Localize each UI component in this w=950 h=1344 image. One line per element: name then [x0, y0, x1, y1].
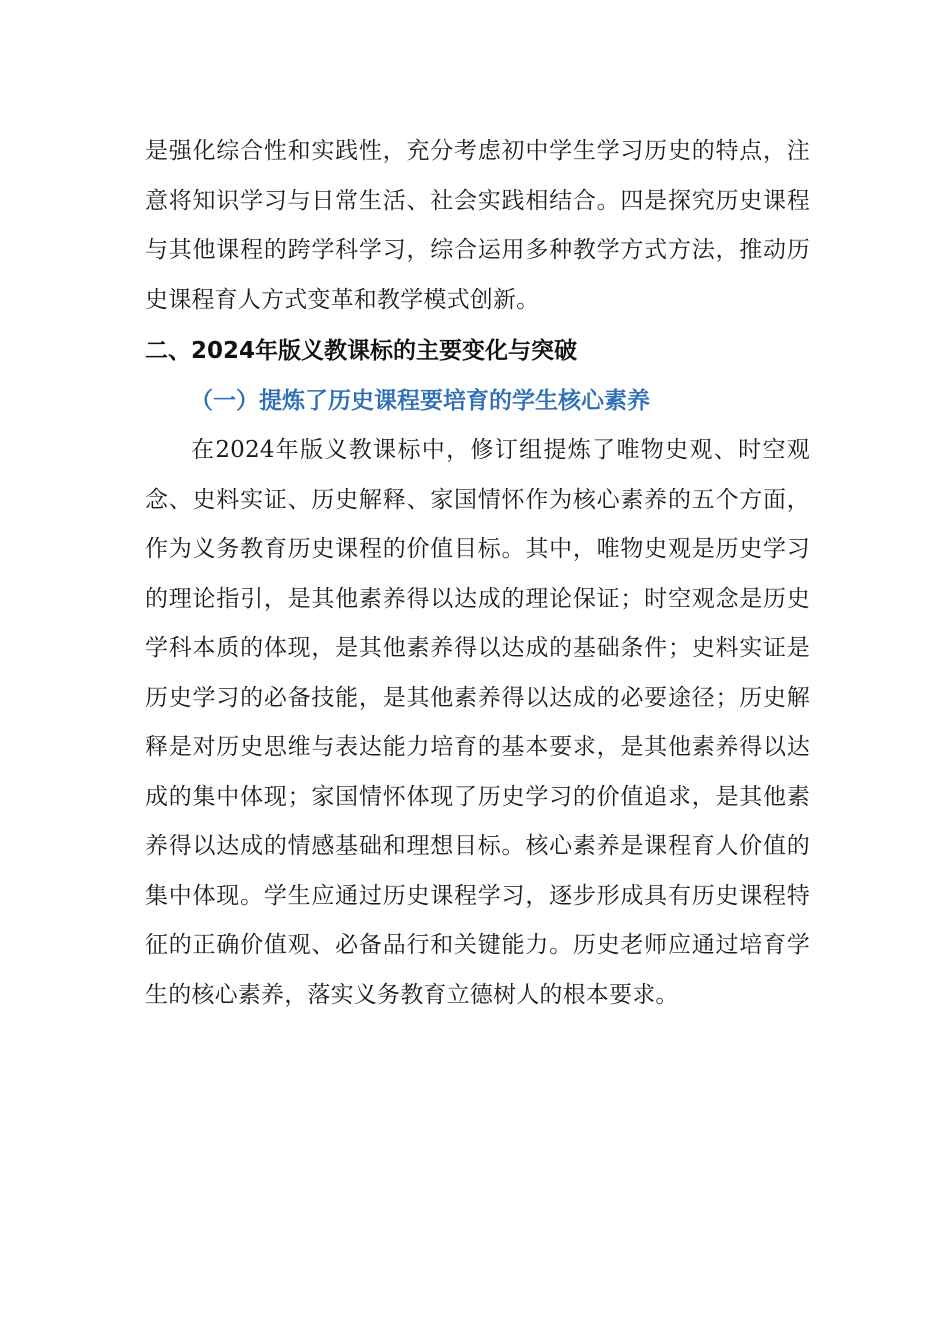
- subsection-heading: （一）提炼了历史课程要培育的学生核心素养: [190, 387, 650, 414]
- main-paragraph: 在2024年版义教课标中，修订组提炼了唯物史观、时空观念、史料实证、历史解释、家国情怀作为核心素养的五个方面，作为义务教育历史课程的价值目标。其中，唯物史观是历史学习的理论指引，是其他素养得以达成的理论保证；时空观念是历史学科本质的体现，是其他素养得以达成的基础条件；史料实证是历史学习的必备技能，是其他素养得以达成的必要途径；历史解释是对历史思维与表达能力培育的基本要求，是其他素养得以达成的集中体现；家国情怀体现了历史学习的价值追求，是其他素养得以达成的情感基础和理想目标。核心素养是课程育人价值的集中体现。学生应通过历史课程学习，逐步形成具有历史课程特征的正确价值观、必备品行和关键能力。历史老师应通过培育学生的核心素养，落实义务教育立德树人的根本要求。: [145, 437, 810, 1008]
- continued-paragraph: 是强化综合性和实践性，充分考虑初中学生学习历史的特点，注意将知识学习与日常生活、社会实践相结合。四是探究历史课程与其他课程的跨学科学习，综合运用多种教学方式方法，推动历史课程育人方式变革和教学模式创新。: [145, 138, 810, 313]
- section-heading: 二、2024年版义教课标的主要变化与突破: [145, 338, 578, 364]
